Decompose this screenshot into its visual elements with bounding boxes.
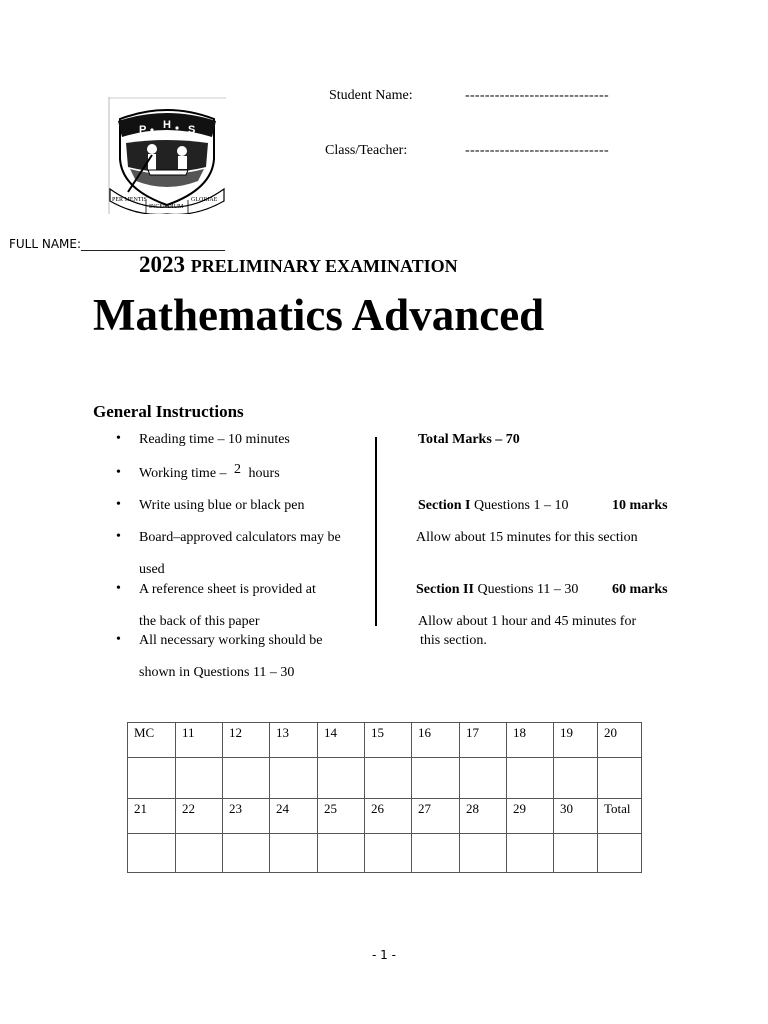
section1-allow: Allow about 15 minutes for this section <box>416 530 638 545</box>
marks-entry-cell[interactable] <box>507 834 554 873</box>
general-instructions-heading: General Instructions <box>93 402 244 421</box>
marks-entry-cell[interactable] <box>598 758 642 799</box>
section1-name: Section I <box>418 498 471 513</box>
bullet-icon: • <box>116 529 121 544</box>
marks-entry-cell[interactable] <box>128 758 176 799</box>
marks-table-header-cell: 27 <box>412 799 460 834</box>
marks-entry-cell[interactable] <box>507 758 554 799</box>
marks-table-header-cell: Total <box>598 799 642 834</box>
section2-summary <box>416 582 578 598</box>
instruction-reference-2: the back of this paper <box>139 614 260 629</box>
working-time-prefix: Working time – <box>139 466 227 481</box>
subject-title: Mathematics Advanced <box>93 290 545 340</box>
section1-questions: Questions 1 – 10 <box>474 498 569 513</box>
instruction-working-time <box>139 462 280 482</box>
student-name-field[interactable]: ----------------------------- <box>465 88 609 103</box>
crest-letter-s: S <box>188 124 196 136</box>
crest-motto-2: INCENDIUM <box>149 204 184 210</box>
marks-table-header-cell: 22 <box>176 799 223 834</box>
instruction-working-1: All necessary working should be <box>139 633 323 648</box>
crest-motto-1: PER MENTIS <box>112 197 147 203</box>
crest-letter-h: H <box>163 119 171 131</box>
marks-entry-cell[interactable] <box>176 834 223 873</box>
marks-entry-cell[interactable] <box>128 834 176 873</box>
marks-entry-cell[interactable] <box>598 834 642 873</box>
marks-entry-cell[interactable] <box>318 758 365 799</box>
school-crest-logo <box>108 97 226 214</box>
marks-table-header-cell: 24 <box>270 799 318 834</box>
marks-entry-cell[interactable] <box>554 758 598 799</box>
marks-table-header-cell: 23 <box>223 799 270 834</box>
marks-table-header-cell: 12 <box>223 723 270 758</box>
marks-entry-cell[interactable] <box>412 834 460 873</box>
instruction-calculators-2: used <box>139 562 165 577</box>
marks-table <box>127 722 642 873</box>
marks-entry-cell[interactable] <box>365 758 412 799</box>
marks-entry-cell[interactable] <box>412 758 460 799</box>
bullet-icon: • <box>116 431 121 446</box>
crest-motto-3: GLORIAE <box>191 197 218 203</box>
instruction-reading-time: Reading time – 10 minutes <box>139 432 290 447</box>
marks-table-header-cell: 13 <box>270 723 318 758</box>
full-name-field[interactable]: FULL NAME:________________________ <box>9 237 226 251</box>
exam-title <box>139 252 458 278</box>
section2-questions: Questions 11 – 30 <box>477 582 579 597</box>
exam-name: PRELIMINARY EXAMINATION <box>190 256 458 276</box>
instruction-working-2: shown in Questions 11 – 30 <box>139 665 295 680</box>
section1-marks: 10 marks <box>612 498 668 513</box>
marks-table-header-cell: 26 <box>365 799 412 834</box>
crest-letter-p: P <box>139 124 147 136</box>
marks-entry-cell[interactable] <box>270 758 318 799</box>
column-divider <box>375 437 377 626</box>
working-time-value: 2 <box>234 462 242 477</box>
instruction-reference-1: A reference sheet is provided at <box>139 582 316 597</box>
marks-table-header-cell: 18 <box>507 723 554 758</box>
marks-table-header-cell: 28 <box>460 799 507 834</box>
marks-table-header-cell: 15 <box>365 723 412 758</box>
section1-summary <box>418 498 569 514</box>
page-number: - 1 - <box>372 948 396 962</box>
marks-entry-cell[interactable] <box>554 834 598 873</box>
marks-table-header-cell: 17 <box>460 723 507 758</box>
marks-entry-cell[interactable] <box>318 834 365 873</box>
instruction-pen: Write using blue or black pen <box>139 498 305 513</box>
class-teacher-field[interactable]: ----------------------------- <box>465 143 609 158</box>
marks-entry-cell[interactable] <box>176 758 223 799</box>
marks-entry-cell[interactable] <box>223 758 270 799</box>
marks-table-header-cell: MC <box>128 723 176 758</box>
section2-name: Section II <box>416 582 474 597</box>
marks-entry-cell[interactable] <box>460 758 507 799</box>
marks-entry-cell[interactable] <box>365 834 412 873</box>
bullet-icon: • <box>116 632 121 647</box>
section2-allow-2: this section. <box>420 633 487 648</box>
instruction-calculators-1: Board–approved calculators may be <box>139 530 341 545</box>
marks-table-header-cell: 25 <box>318 799 365 834</box>
section2-marks: 60 marks <box>612 582 668 597</box>
marks-table-header-cell: 19 <box>554 723 598 758</box>
section2-allow-1: Allow about 1 hour and 45 minutes for <box>418 614 637 629</box>
exam-year: 2023 <box>139 252 185 277</box>
bullet-icon: • <box>116 465 121 480</box>
marks-entry-cell[interactable] <box>223 834 270 873</box>
marks-table-header-cell: 29 <box>507 799 554 834</box>
bullet-icon: • <box>116 497 121 512</box>
total-marks: Total Marks – 70 <box>418 432 520 447</box>
marks-table-header-cell: 16 <box>412 723 460 758</box>
marks-table-header-cell: 21 <box>128 799 176 834</box>
marks-table-header-cell: 30 <box>554 799 598 834</box>
marks-table-header-cell: 11 <box>176 723 223 758</box>
working-time-suffix: hours <box>248 466 280 481</box>
student-name-label: Student Name: <box>329 88 413 103</box>
class-teacher-label: Class/Teacher: <box>325 143 408 158</box>
marks-entry-cell[interactable] <box>270 834 318 873</box>
marks-table-header-cell: 20 <box>598 723 642 758</box>
bullet-icon: • <box>116 581 121 596</box>
marks-entry-cell[interactable] <box>460 834 507 873</box>
marks-table-header-cell: 14 <box>318 723 365 758</box>
